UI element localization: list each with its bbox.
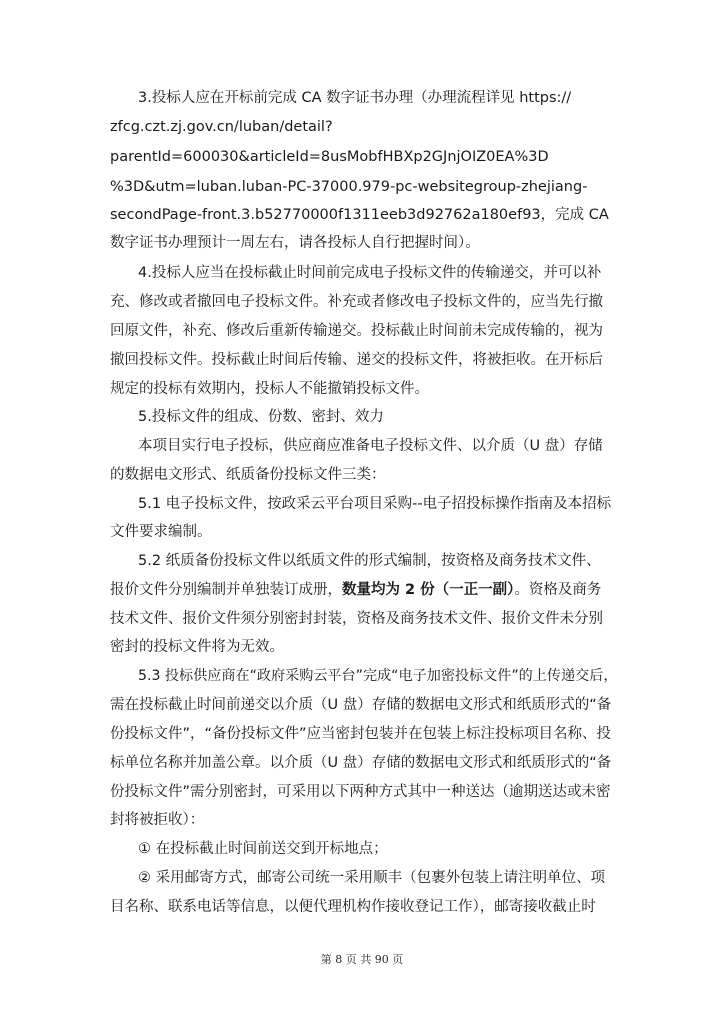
paragraph-6-line-2-tail: 。资格及商务 (514, 582, 602, 598)
paragraph-1-line-1: 3.投标人应在开标前完成 CA 数字证书办理（办理流程详见 https:// (138, 90, 572, 106)
paragraph-2-line-5: 规定的投标有效期内，投标人不能撤销投标文件。 (110, 381, 429, 397)
paragraph-7-line-3: 份投标文件”，“备份投标文件”应当密封包装并在包装上标注投标项目名称、投 (110, 726, 612, 742)
paragraph-6-line-2 (0, 580, 601, 600)
paragraph-7-line-4: 标单位名称并加盖公章。以介质（U 盘）存储的数据电文形式和纸质形式的“备 (110, 755, 612, 771)
paragraph-7-line-5: 份投标文件”需分别密封，可采用以下两种方式其中一种送达（逾期送达或未密 (110, 784, 611, 800)
paragraph-1-line-4: %3D&utm=luban.luban-PC-37000.979-pc-websitegroup-zhejiang- (110, 179, 588, 195)
paragraph-1-line-6: 数字证书办理预计一周左右，请各投标人自行把握时间）。 (110, 235, 480, 251)
paragraph-2-line-4: 撤回投标文件。投标截止时间后传输、递交的投标文件，将被拒收。在开标后 (110, 352, 603, 368)
paragraph-6-line-1: 5.2 纸质备份投标文件以纸质文件的形式编制，按资格及商务技术文件、 (138, 553, 601, 569)
quantity-emphasis: 数量均为 2 份（一正一副） (342, 582, 515, 598)
option-2-line-2: 目名称、联系电话等信息，以便代理机构作接收登记工作），邮寄接收截止时 (110, 899, 596, 915)
paragraph-7-line-1: 5.3 投标供应商在“政府采购云平台”完成“电子加密投标文件”的上传递交后， (138, 668, 618, 684)
paragraph-7-line-6: 封将被拒收）： (110, 812, 205, 828)
paragraph-4-line-1: 本项目实行电子投标，供应商应准备电子投标文件、以介质（U 盘）存储 (138, 438, 603, 454)
option-2-line-1: ② 采用邮寄方式，邮寄公司统一采用顺丰（包裹外包装上请注明单位、项 (138, 870, 606, 886)
paragraph-2-line-1: 4.投标人应当在投标截止时间前完成电子投标文件的传输递交，并可以补 (138, 265, 602, 281)
paragraph-2-line-3: 回原文件，补充、修改后重新传输递交。投标截止时间前未完成传输的，视为 (110, 323, 603, 339)
paragraph-6-line-3: 技术文件、报价文件须分别密封封装，资格及商务技术文件、报价文件未分别 (110, 611, 603, 627)
paragraph-5-line-1: 5.1 电子投标文件，按政采云平台项目采购--电子招投标操作指南及本招标 (138, 496, 612, 512)
page-number-footer: 第 8 页 共 90 页 (320, 953, 404, 966)
paragraph-7-line-2: 需在投标截止时间前递交以介质（U 盘）存储的数据电文形式和纸质形式的“备 (110, 697, 612, 713)
paragraph-6-line-4: 密封的投标文件将为无效。 (110, 639, 284, 655)
paragraph-4-line-2: 的数据电文形式、纸质备份投标文件三类： (110, 467, 386, 483)
paragraph-1-line-3: parentId=600030&articleId=8usMobfHBXp2GJnjOIZ0EA%3D (110, 149, 549, 165)
section-heading-5: 5.投标文件的组成、份数、密封、效力 (138, 409, 384, 425)
paragraph-1-line-5: secondPage-front.3.b52770000f1311eeb3d92762a180ef93，完成 CA (110, 207, 609, 223)
option-1-line: ① 在投标截止时间前送交到开标地点； (138, 841, 388, 857)
paragraph-2-line-2: 充、修改或者撤回电子投标文件。补充或者修改电子投标文件的，应当先行撤 (110, 294, 603, 310)
paragraph-6-line-2-text: 报价文件分别编制并单独装订成册， (110, 582, 342, 598)
paragraph-5-line-2: 文件要求编制。 (110, 524, 212, 540)
paragraph-1-line-2: zfcg.czt.zj.gov.cn/luban/detail? (110, 119, 333, 135)
